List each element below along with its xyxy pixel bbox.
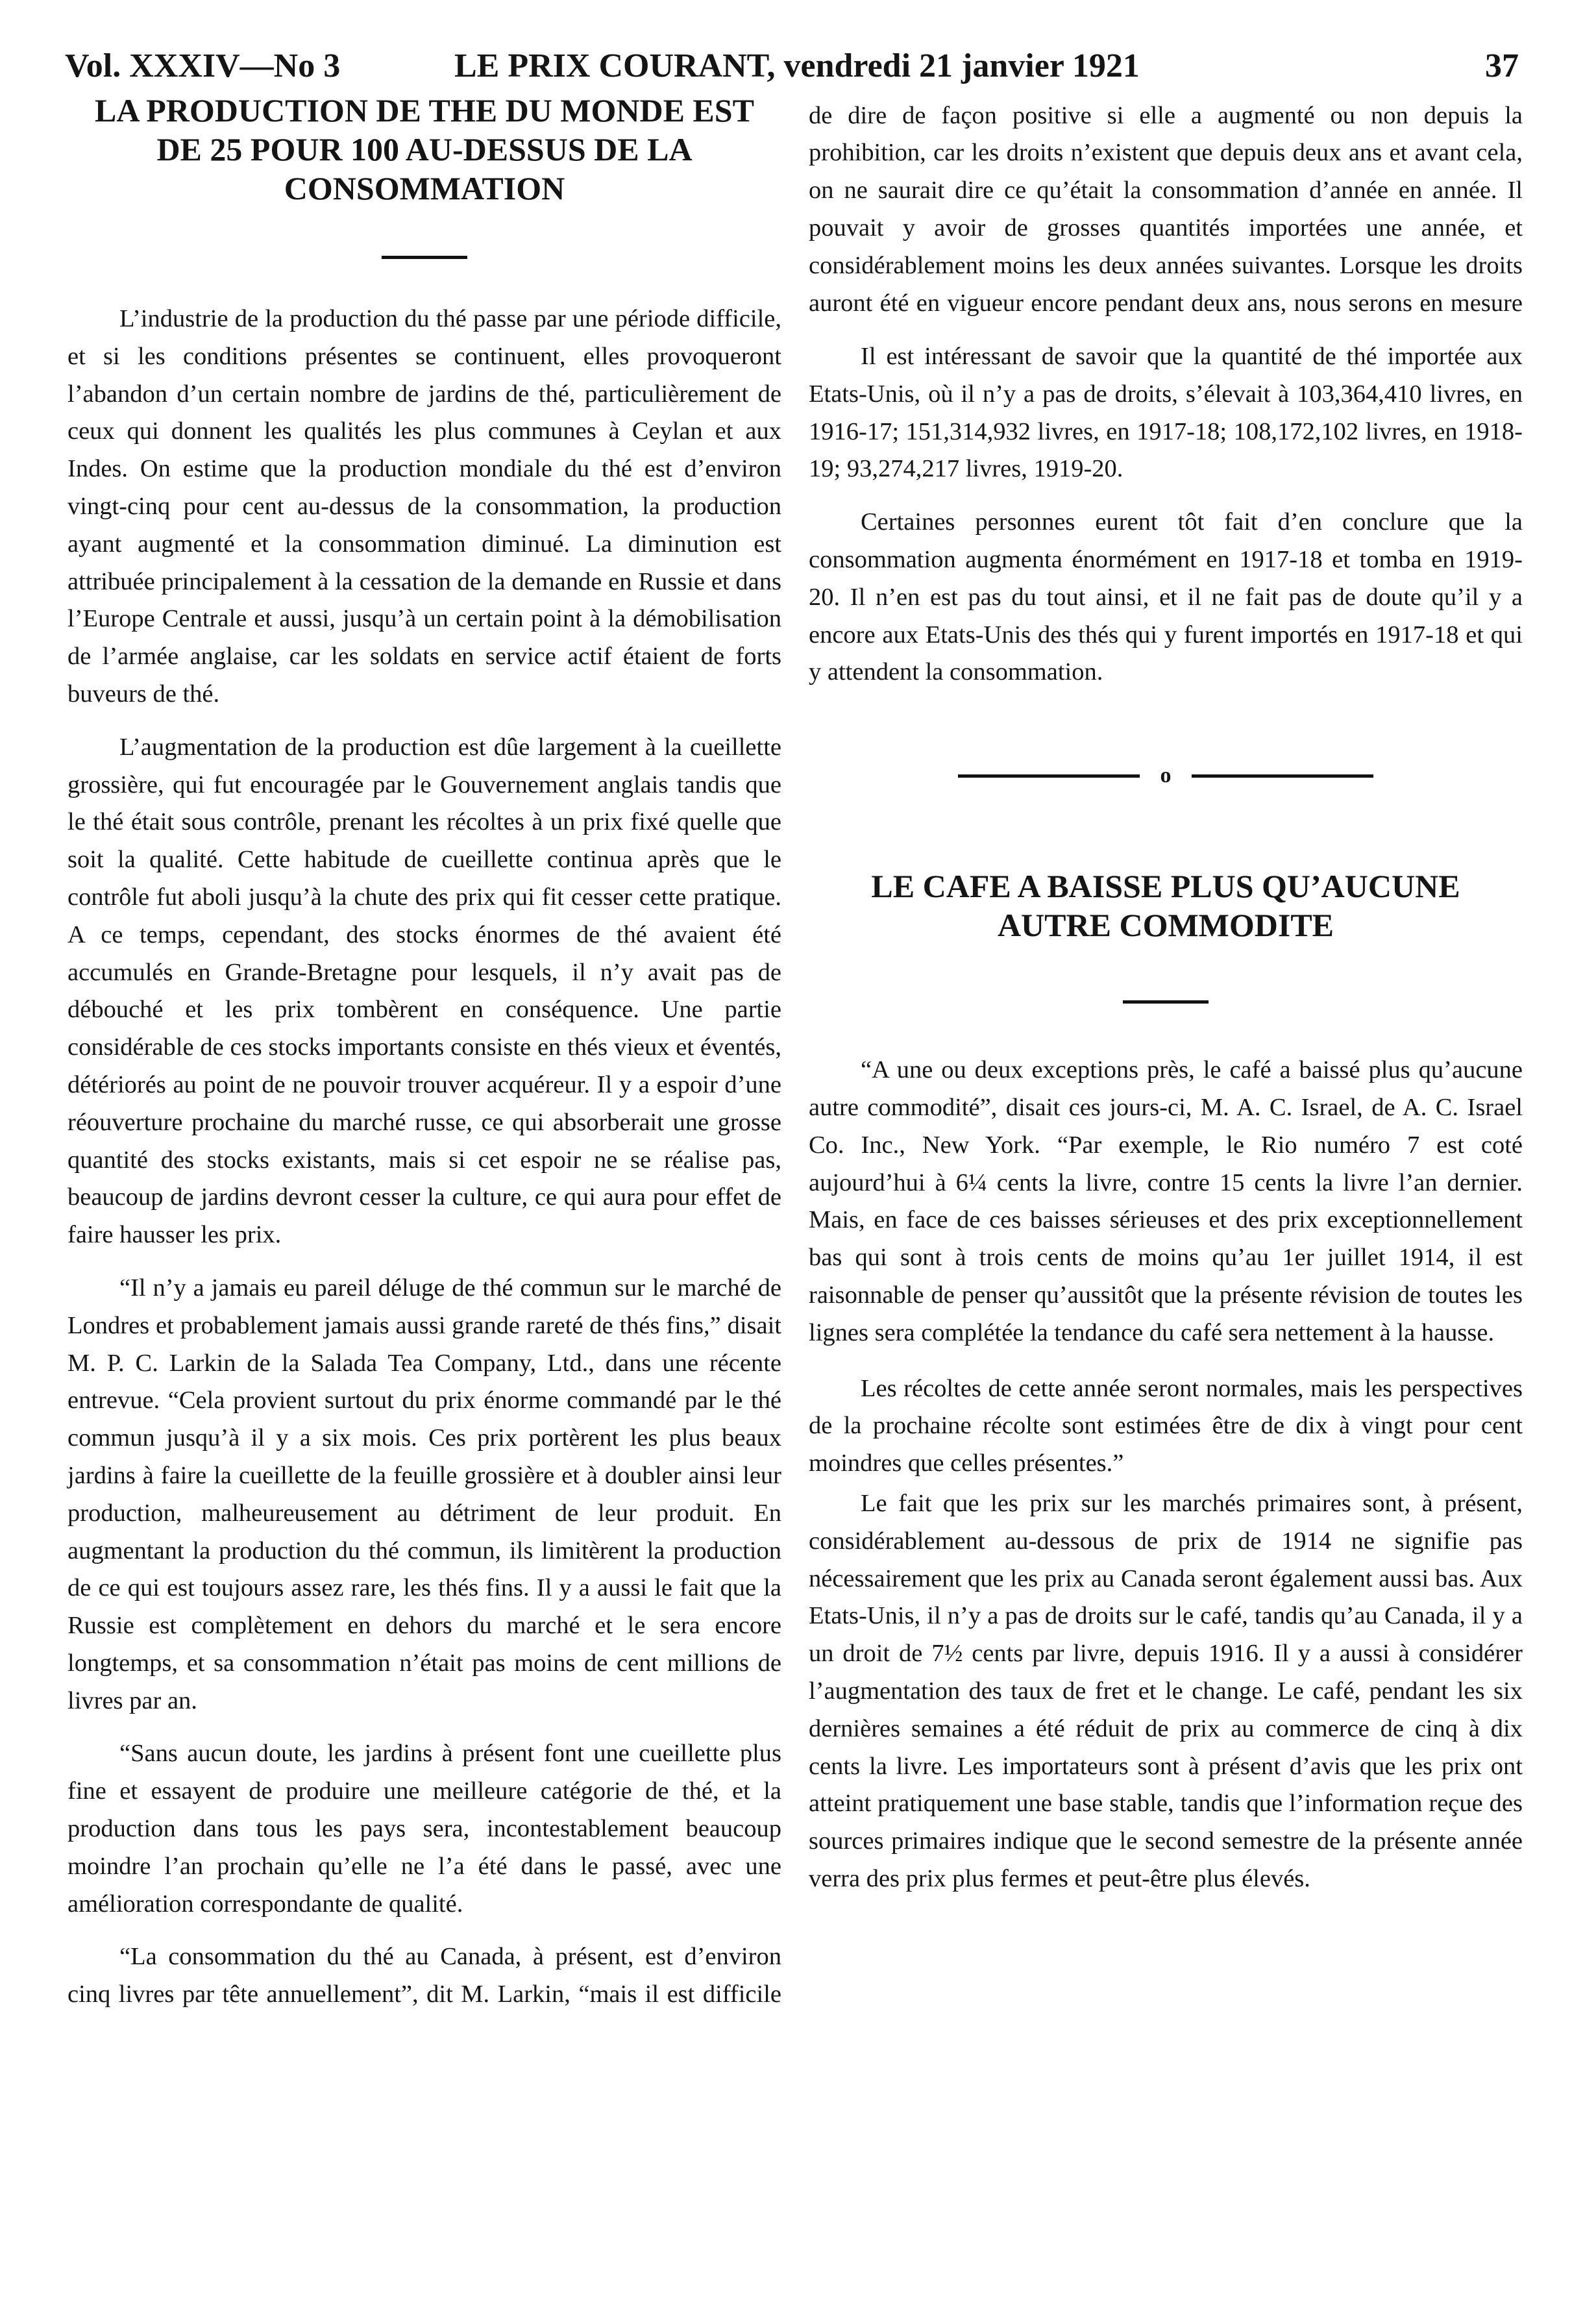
divider-ornament: o <box>1160 763 1172 788</box>
left-column <box>68 91 781 2014</box>
running-head <box>65 40 1519 92</box>
tea-paragraph-3: “Il n’y a jamais eu pareil déluge de thé commun sur le marché de Londres et probablement jamais aussi grande rareté de thés fins,” disait M. P. C. Larkin de la Salada Tea Company, Ltd., dans une récente entrevue. “Cela provient surtout du prix énorme commandé par le thé commun jusqu’à il y a six mois. Ces prix portèrent les plus beaux jardins à faire la cueillette de la feuille grossière et à doubler ainsi leur production, malheureusement au détriment de leur produit. En augmentant la production du thé commun, ils limitèrent la production de ce qui est toujours assez rare, les thés fins. Il y a aussi le fait que la Russie est complètement en dehors du marché et le sera encore longtemps, et sa consommation n’était pas moins de cent millions de livres par an. <box>68 1274 781 1714</box>
divider-line-left <box>958 774 1140 778</box>
headline-rule <box>382 256 467 259</box>
tea-paragraph-5-continuation <box>809 97 1523 323</box>
coffee-article-headline: LE CAFE A BAISSE PLUS QU’AUCUNE AUTRE COMMODITE <box>871 868 1460 944</box>
tea-paragraph-7: Certaines personnes eurent tôt fait d’en conclure que la consommation augmenta énormément en 1917-18 et tomba en 1919-20. Il n’en est pas du tout ainsi, et il ne fait pas de doute qu’il y a encore aux Etats-Unis des thés qui y furent importés en 1917-18 et qui y attendent la consommation. <box>809 508 1523 686</box>
tea-paragraph-4: “Sans aucun doute, les jardins à présent font une cueillette plus fine et essayent de produire une meilleure catégorie de thé, et la production dans tous les pays sera, incontestablement beaucoup moindre l’an prochain qu’elle ne l’a été dans le passé, avec une amélioration correspondante de qualité. <box>68 1740 781 1918</box>
volume-number: Vol. XXXIV—No 3 <box>65 47 341 84</box>
right-column <box>809 91 1523 1898</box>
tea-paragraph-1: L’industrie de la production du thé passe par une période difficile, et si les conditions présentes se continuent, elles provoqueront l’abandon d’un certain nombre de jardins de thé, particulièrement de ceux qui donnent les qualités les plus communes à Ceylan et aux Indes. On estime que la production mondiale du thé est d’environ vingt-cinq pour cent au-dessus de la consommation, la production ayant augmenté et la consommation diminué. La diminution est attribuée principalement à la cessation de la demande en Russie et dans l’Europe Centrale et aussi, jusqu’à un certain point à la démobilisation de l’armée anglaise, car les soldats en service actif étaient de forts buveurs de thé. <box>68 305 781 708</box>
coffee-paragraph-2: Les récoltes de cette année seront normales, mais les perspectives de la prochaine récolte sont estimées être de dix à vingt pour cent moindres que celles présentes.” <box>809 1374 1523 1477</box>
tea-paragraph-6: Il est intéressant de savoir que la quantité de thé importée aux Etats-Unis, où il n’y a pas de droits, s’élevait à 103,364,410 livres, en 1916-17; 151,314,932 livres, en 1917-18; 108,172,102 livres, en 1918-19; 93,274,217 livres, 1919-20. <box>809 343 1523 483</box>
tea-article-headline: LA PRODUCTION DE THE DU MONDE EST DE 25 POUR 100 AU-DESSUS DE LA CONSOMMATION <box>95 92 754 206</box>
page-number: 37 <box>1485 47 1519 84</box>
tea-paragraph-5-continued-text: de dire de façon positive si elle a augmenté ou non depuis la prohibition, car les droits n’existent que depuis deux ans et avant cela, on ne saurait dire ce qu’était la consommation d’année en année. Il pouvait y avoir de grosses quantités importées une année, et considérablement moins les deux années suivantes. Lorsque les droits auront été en vigueur encore pendant deux ans, nous serons en mesure <box>809 101 1523 317</box>
publication-title-date: LE PRIX COURANT, vendredi 21 janvier 1921 <box>454 47 1140 84</box>
tea-paragraph-2: L’augmentation de la production est dûe largement à la cueillette grossière, qui fut encouragée par le Gouvernement anglais tandis que le thé était sous contrôle, prenant les récoltes à un prix fixé quelle que soit la qualité. Cette habitude de cueillette continua après que le contrôle fut aboli jusqu’à la chute des prix qui fit cesser cette pratique. A ce temps, cependant, des stocks énormes de thé avaient été accumulés en Grande-Bretagne pour lesquels, il n’y avait pas de débouché et les prix tombèrent en conséquence. Une partie considérable de ces stocks importants consiste en thés vieux et éventés, détériorés au point de ne pouvoir trouver acquéreur. Il y a espoir d’une réouverture prochaine du marché russe, ce qui absorberait une grosse quantité des stocks existants, mais si cet espoir ne se réalise pas, beaucoup de jardins devront cesser la culture, ce qui aura pour effet de faire hausser les prix. <box>68 733 781 1249</box>
section-divider <box>958 763 1373 789</box>
divider-line-right <box>1192 774 1373 778</box>
tea-paragraph-5-start: “La consommation du thé au Canada, à présent, est d’environ cinq livres par tête annuellement”, dit M. Larkin, “mais il est difficile <box>68 1943 781 2008</box>
coffee-paragraph-1: “A une ou deux exceptions près, le café a baissé plus qu’aucune autre commodité”, disait ces jours-ci, M. A. C. Israel, de A. C. Israel Co. Inc., New York. “Par exemple, le Rio numéro 7 est coté aujourd’hui à 6¼ cents la livre, contre 15 cents la livre l’an dernier. Mais, en face de ces baisses sérieuses et des prix exceptionnellement bas qui sont à trois cents de moins qu’au 1er juillet 1914, il est raisonnable de penser qu’aussitôt que la présente révision de toutes les lignes sera complétée la tendance du café sera nettement à la hausse. <box>809 1056 1523 1346</box>
coffee-headline-rule <box>1123 1000 1209 1004</box>
coffee-paragraph-3: Le fait que les prix sur les marchés primaires sont, à présent, considérablement au-dessous de prix de 1914 ne signifie pas nécessairement que les prix au Canada seront également aussi bas. Aux Etats-Unis, il n’y a pas de droits sur le café, tandis qu’au Canada, il y a un droit de 7½ cents par livre, depuis 1916. Il y a aussi à considérer l’augmentation des taux de fret et le change. Le café, pendant les six dernières semaines a été réduit de prix au commerce de cinq à dix cents la livre. Les importateurs sont à présent d’avis que les prix ont atteint pratiquement une base stable, tandis que l’information reçue des sources primaires indique que le second semestre de la présente année verra des prix plus fermes et peut-être plus élevés. <box>809 1489 1523 1892</box>
